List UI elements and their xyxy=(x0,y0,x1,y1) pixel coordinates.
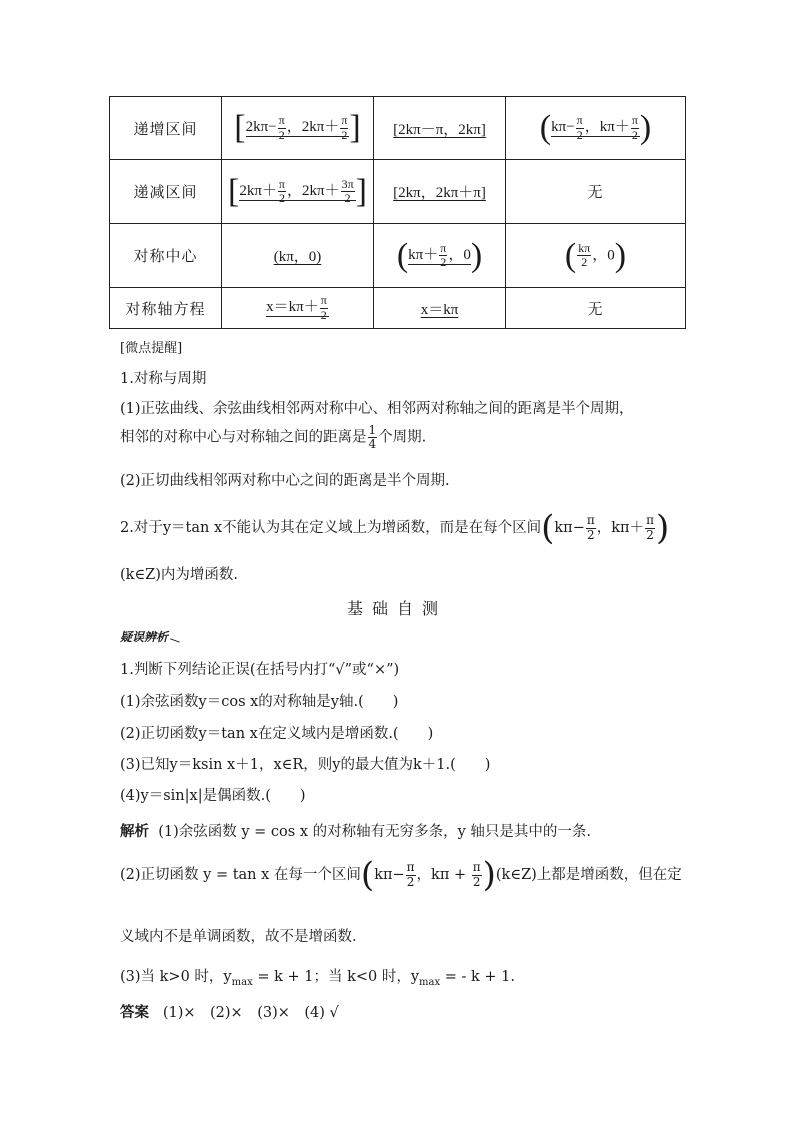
table-row-symmetry-center xyxy=(110,224,686,288)
quiz-item: (3)已知y＝ksin x＋1，x∈R，则y的最大值为k＋1.( ) xyxy=(120,757,491,773)
quiz-item: (1)余弦函数y＝cos x的对称轴是y轴.( ) xyxy=(120,694,399,710)
tan-symmetry-center: ( $\frac{k\pi}{2}$ ，0) xyxy=(506,224,686,288)
sin-decreasing-interval: [2kπ＋ $\frac{\pi}{2}$ ，2kπ＋ $\frac{3\pi}{2}$ ] xyxy=(222,160,374,224)
table-row-increasing xyxy=(110,97,686,160)
row-label: 对称轴方程 xyxy=(110,288,222,329)
sin-symmetry-axis: x＝kπ＋ $\frac{\pi}{2}$ xyxy=(222,288,374,329)
cos-symmetry-center: (kπ＋ $\frac{\pi}{2}$ ，0) xyxy=(374,224,506,288)
tips-paragraph-2: (2)正切曲线相邻两对称中心之间的距离是半个周期. xyxy=(120,473,450,489)
row-label: 递减区间 xyxy=(110,160,222,224)
tips-paragraph-3-cont: (k∈Z)内为增函数. xyxy=(120,567,239,583)
tips-header: [微点提醒] xyxy=(120,341,183,356)
row-label: 递增区间 xyxy=(110,97,222,160)
tan-decreasing-interval: 无 xyxy=(506,160,686,224)
table-row-decreasing xyxy=(110,160,686,224)
tips-paragraph-1b: 相邻的对称中心与对称轴之间的距离是 $\frac{1}{4}$ 个周期. xyxy=(120,423,427,452)
analysis-1: 解析 (1)余弦函数 y = cos x 的对称轴有无穷多条，y 轴只是其中的一条. xyxy=(120,823,592,840)
answer-label: 答案 xyxy=(120,1004,149,1021)
analysis-label: 解析 xyxy=(120,823,149,840)
tips-paragraph-3: 2.对于y＝tan x不能认为其在定义域上为增函数，而是在每个区间(kπ− $\frac{\pi}{2}$ ，kπ＋ $\frac{\pi}{2}$ ) xyxy=(120,508,670,548)
row-label: 对称中心 xyxy=(110,224,222,288)
tips-paragraph-1a: (1)正弦曲线、余弦曲线相邻两对称中心、相邻两对称轴之间的距离是半个周期， xyxy=(120,401,634,417)
sin-increasing-interval: [2kπ− $\frac{\pi}{2}$ ，2kπ＋ $\frac{\pi}{2}$ ] xyxy=(222,97,374,160)
analysis-3: (3)当 k>0 时，$y_{max} = k + 1$；当 k<0 时，$y_{max}$ = - k + 1. xyxy=(120,969,516,988)
tan-increasing-interval: (kπ− $\frac{\pi}{2}$ ，kπ＋ $\frac{\pi}{2}$ ) xyxy=(506,97,686,160)
quiz-item: (2)正切函数y＝tan x在定义域内是增函数.( ) xyxy=(120,726,434,742)
analysis-2: (2)正切函数 y = tan x 在每一个区间(kπ− $\frac{\pi}{2}$ ，kπ + $\frac{\pi}{2}$ )(k∈Z)上都是增函数，但在定 xyxy=(120,855,682,895)
answer-line: 答案 (1)× (2)× (3)× (4) √ xyxy=(120,1004,339,1021)
table-row-symmetry-axis xyxy=(110,288,686,329)
cos-increasing-interval: [2kπ－π，2kπ] xyxy=(374,97,506,160)
one-quarter-fraction: $\frac{1}{4}$ xyxy=(368,423,377,452)
cos-symmetry-axis: x＝kπ xyxy=(374,288,506,329)
quiz-item: (4)y＝sin|x|是偶函数.( ) xyxy=(120,788,306,804)
section-tag: 疑误辨析 xyxy=(120,628,180,645)
analysis-2-cont: 义域内不是单调函数，故不是增函数. xyxy=(120,929,357,945)
section-title: 基础自测 xyxy=(346,599,447,618)
sin-symmetry-center: (kπ，0) xyxy=(222,224,374,288)
quiz-title: 1.判断下列结论正误(在括号内打“√”或“×”) xyxy=(120,662,400,678)
trig-properties-table xyxy=(109,96,686,329)
cos-decreasing-interval: [2kπ，2kπ＋π] xyxy=(374,160,506,224)
tips-title-1: 1.对称与周期 xyxy=(120,371,207,387)
tan-symmetry-axis: 无 xyxy=(506,288,686,329)
